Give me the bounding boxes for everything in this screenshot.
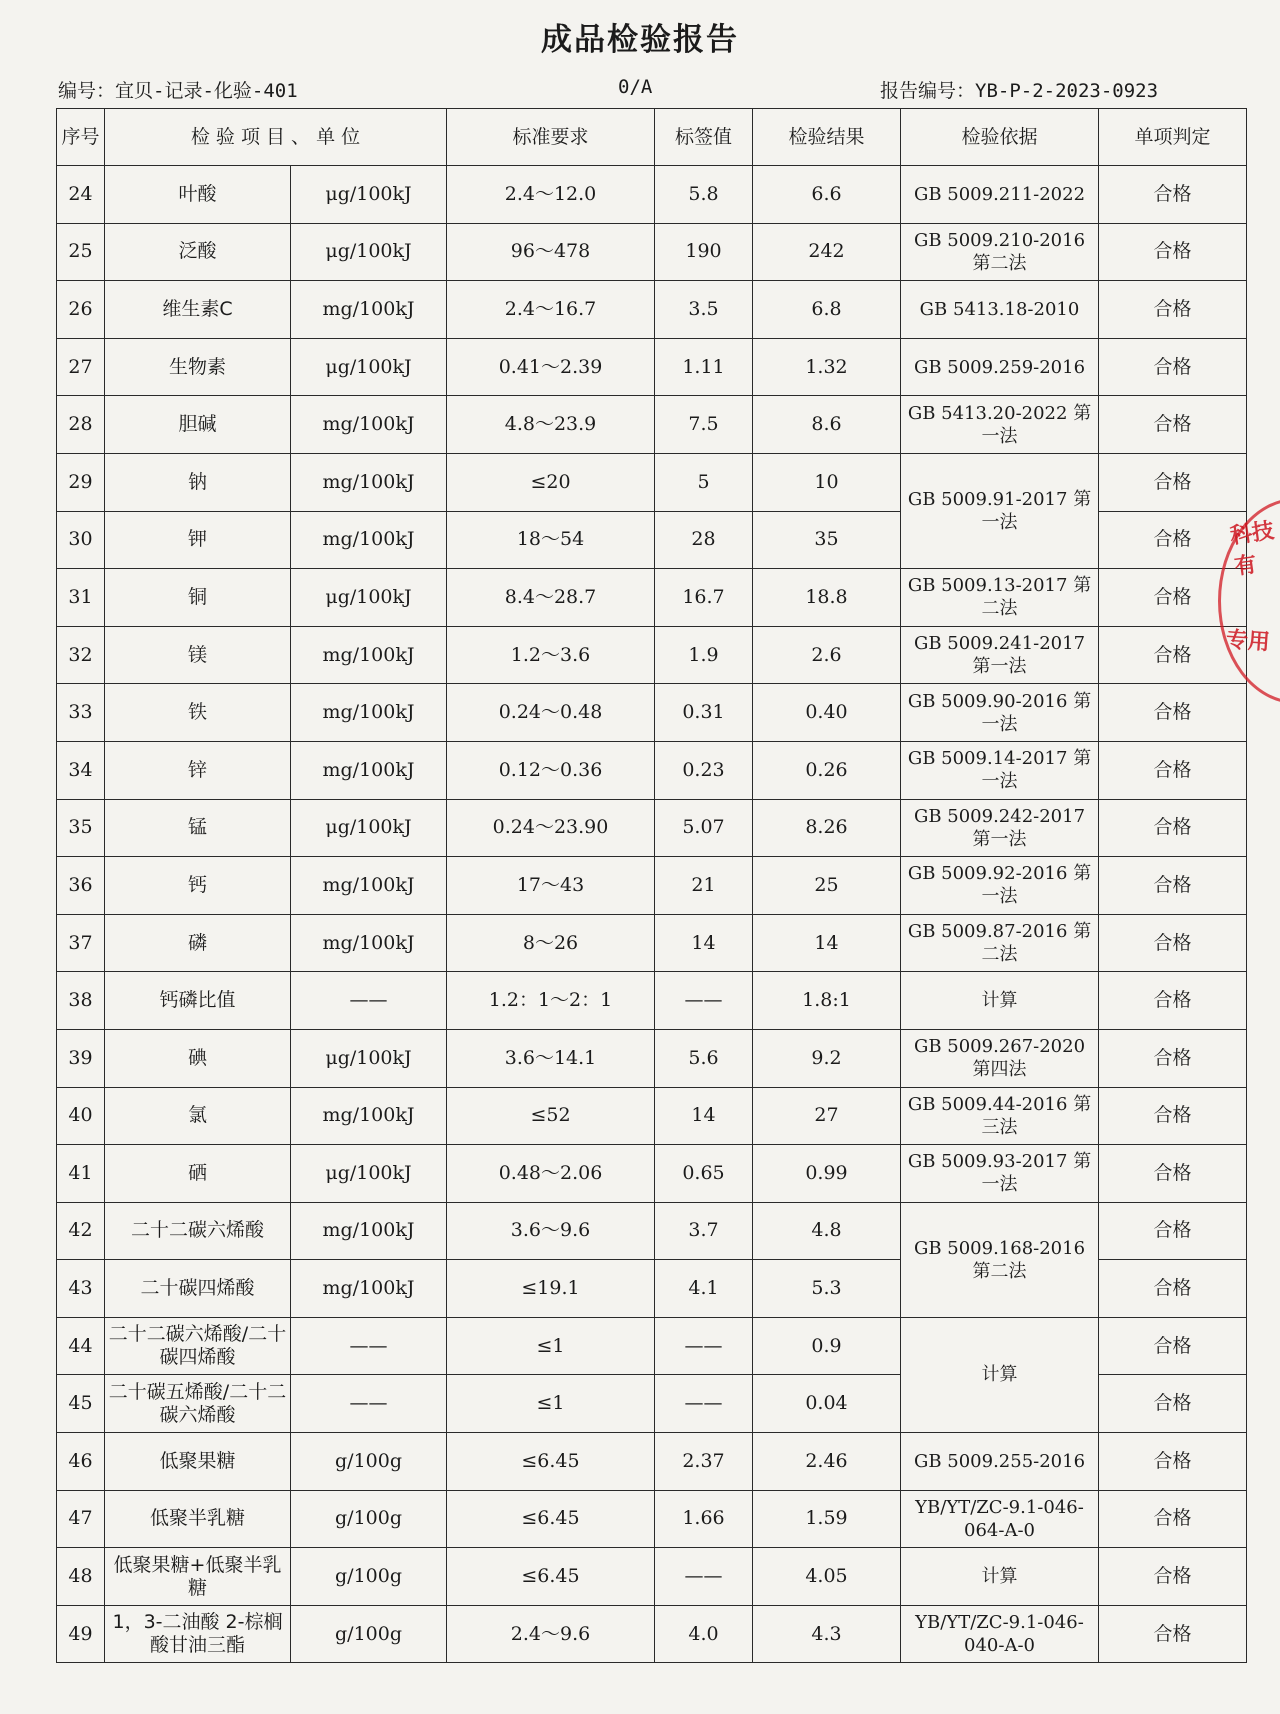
row-seq: 45 bbox=[57, 1375, 105, 1433]
row-unit: —— bbox=[291, 1317, 447, 1375]
row-result: 9.2 bbox=[753, 1029, 901, 1087]
row-label-value: 1.9 bbox=[655, 626, 753, 684]
row-seq: 34 bbox=[57, 741, 105, 799]
row-label-value: 7.5 bbox=[655, 396, 753, 454]
table-row bbox=[57, 453, 1247, 511]
row-judgement: 合格 bbox=[1099, 166, 1247, 224]
row-standard: 0.12～0.36 bbox=[447, 741, 655, 799]
row-item-name: 叶酸 bbox=[105, 166, 291, 224]
table-row bbox=[57, 1548, 1247, 1606]
row-basis: GB 5009.211-2022 bbox=[901, 166, 1099, 224]
row-item-name: 磷 bbox=[105, 914, 291, 972]
row-result: 6.6 bbox=[753, 166, 901, 224]
header-seq: 序号 bbox=[57, 109, 105, 166]
row-item-name: 钙 bbox=[105, 857, 291, 915]
row-standard: 1.2～3.6 bbox=[447, 626, 655, 684]
row-seq: 31 bbox=[57, 569, 105, 627]
row-result: 0.40 bbox=[753, 684, 901, 742]
row-item-name: 二十二碳六烯酸 bbox=[105, 1202, 291, 1260]
row-result: 27 bbox=[753, 1087, 901, 1145]
row-item-name: 镁 bbox=[105, 626, 291, 684]
row-basis: GB 5009.241-2017 第一法 bbox=[901, 626, 1099, 684]
row-label-value: —— bbox=[655, 1375, 753, 1433]
table-row bbox=[57, 338, 1247, 396]
table-row bbox=[57, 1490, 1247, 1548]
row-judgement: 合格 bbox=[1099, 1087, 1247, 1145]
row-label-value: 1.11 bbox=[655, 338, 753, 396]
row-label-value: 0.65 bbox=[655, 1145, 753, 1203]
row-result: 0.26 bbox=[753, 741, 901, 799]
row-unit: μg/100kJ bbox=[291, 338, 447, 396]
row-unit: μg/100kJ bbox=[291, 166, 447, 224]
row-basis: 计算 bbox=[901, 1317, 1099, 1432]
row-item-name: 钾 bbox=[105, 511, 291, 569]
row-judgement: 合格 bbox=[1099, 799, 1247, 857]
row-result: 8.6 bbox=[753, 396, 901, 454]
row-label-value: 0.23 bbox=[655, 741, 753, 799]
row-seq: 43 bbox=[57, 1260, 105, 1318]
row-item-name: 锌 bbox=[105, 741, 291, 799]
row-unit: μg/100kJ bbox=[291, 1029, 447, 1087]
row-label-value: 28 bbox=[655, 511, 753, 569]
row-unit: g/100g bbox=[291, 1490, 447, 1548]
row-item-name: 低聚果糖 bbox=[105, 1433, 291, 1491]
row-basis: GB 5009.91-2017 第一法 bbox=[901, 453, 1099, 568]
row-label-value: 4.0 bbox=[655, 1605, 753, 1663]
row-basis: YB/YT/ZC-9.1-046-040-A-0 bbox=[901, 1605, 1099, 1663]
row-judgement: 合格 bbox=[1099, 972, 1247, 1030]
row-label-value: —— bbox=[655, 1548, 753, 1606]
row-standard: 3.6～14.1 bbox=[447, 1029, 655, 1087]
inspection-table bbox=[56, 108, 1247, 1663]
report-title: 成品检验报告 bbox=[541, 22, 739, 58]
row-judgement: 合格 bbox=[1099, 1375, 1247, 1433]
row-unit: g/100g bbox=[291, 1433, 447, 1491]
row-result: 5.3 bbox=[753, 1260, 901, 1318]
row-unit: mg/100kJ bbox=[291, 396, 447, 454]
table-row bbox=[57, 1605, 1247, 1663]
row-basis: GB 5009.93-2017 第一法 bbox=[901, 1145, 1099, 1203]
row-unit: g/100g bbox=[291, 1605, 447, 1663]
row-result: 2.6 bbox=[753, 626, 901, 684]
table-row bbox=[57, 684, 1247, 742]
row-standard: 2.4～9.6 bbox=[447, 1605, 655, 1663]
table-row bbox=[57, 914, 1247, 972]
row-label-value: 14 bbox=[655, 914, 753, 972]
row-label-value: 5.6 bbox=[655, 1029, 753, 1087]
row-result: 4.05 bbox=[753, 1548, 901, 1606]
row-label-value: 5.07 bbox=[655, 799, 753, 857]
row-basis: GB 5009.90-2016 第一法 bbox=[901, 684, 1099, 742]
row-judgement: 合格 bbox=[1099, 1605, 1247, 1663]
row-standard: ≤6.45 bbox=[447, 1433, 655, 1491]
row-result: 18.8 bbox=[753, 569, 901, 627]
table-row bbox=[57, 569, 1247, 627]
row-item-name: 维生素C bbox=[105, 281, 291, 339]
row-unit: mg/100kJ bbox=[291, 741, 447, 799]
row-result: 0.9 bbox=[753, 1317, 901, 1375]
row-basis: GB 5009.259-2016 bbox=[901, 338, 1099, 396]
row-standard: ≤6.45 bbox=[447, 1548, 655, 1606]
document-version: 0/A bbox=[618, 76, 653, 98]
row-standard: ≤1 bbox=[447, 1375, 655, 1433]
row-item-name: 生物素 bbox=[105, 338, 291, 396]
row-standard: 8～26 bbox=[447, 914, 655, 972]
row-judgement: 合格 bbox=[1099, 281, 1247, 339]
table-row bbox=[57, 799, 1247, 857]
row-seq: 44 bbox=[57, 1317, 105, 1375]
row-judgement: 合格 bbox=[1099, 684, 1247, 742]
seal-text-top: 科技有 bbox=[1228, 518, 1276, 581]
row-standard: ≤19.1 bbox=[447, 1260, 655, 1318]
row-seq: 42 bbox=[57, 1202, 105, 1260]
table-row bbox=[57, 396, 1247, 454]
row-judgement: 合格 bbox=[1099, 626, 1247, 684]
row-label-value: 3.5 bbox=[655, 281, 753, 339]
row-basis: GB 5009.44-2016 第三法 bbox=[901, 1087, 1099, 1145]
table-row bbox=[57, 626, 1247, 684]
row-item-name: 铁 bbox=[105, 684, 291, 742]
row-item-name: 胆碱 bbox=[105, 396, 291, 454]
row-unit: —— bbox=[291, 1375, 447, 1433]
row-result: 2.46 bbox=[753, 1433, 901, 1491]
row-item-name: 碘 bbox=[105, 1029, 291, 1087]
row-result: 4.3 bbox=[753, 1605, 901, 1663]
row-judgement: 合格 bbox=[1099, 1548, 1247, 1606]
row-judgement: 合格 bbox=[1099, 453, 1247, 511]
row-judgement: 合格 bbox=[1099, 741, 1247, 799]
row-item-name: 二十二碳六烯酸/二十碳四烯酸 bbox=[105, 1317, 291, 1375]
row-unit: mg/100kJ bbox=[291, 914, 447, 972]
row-result: 4.8 bbox=[753, 1202, 901, 1260]
row-seq: 48 bbox=[57, 1548, 105, 1606]
row-unit: μg/100kJ bbox=[291, 569, 447, 627]
row-unit: mg/100kJ bbox=[291, 626, 447, 684]
header-judgement: 单项判定 bbox=[1099, 109, 1247, 166]
row-unit: mg/100kJ bbox=[291, 511, 447, 569]
row-seq: 40 bbox=[57, 1087, 105, 1145]
row-unit: mg/100kJ bbox=[291, 1260, 447, 1318]
row-judgement: 合格 bbox=[1099, 914, 1247, 972]
row-label-value: 21 bbox=[655, 857, 753, 915]
row-label-value: 4.1 bbox=[655, 1260, 753, 1318]
report-number: 报告编号：YB-P-2-2023-0923 bbox=[880, 80, 1159, 102]
row-result: 35 bbox=[753, 511, 901, 569]
row-unit: μg/100kJ bbox=[291, 223, 447, 281]
table-row bbox=[57, 1433, 1247, 1491]
row-unit: μg/100kJ bbox=[291, 1145, 447, 1203]
row-item-name: 钙磷比值 bbox=[105, 972, 291, 1030]
row-label-value: 0.31 bbox=[655, 684, 753, 742]
row-judgement: 合格 bbox=[1099, 1490, 1247, 1548]
row-standard: ≤52 bbox=[447, 1087, 655, 1145]
row-unit: mg/100kJ bbox=[291, 453, 447, 511]
row-basis: 计算 bbox=[901, 1548, 1099, 1606]
row-seq: 25 bbox=[57, 223, 105, 281]
row-standard: 0.24～23.90 bbox=[447, 799, 655, 857]
row-item-name: 泛酸 bbox=[105, 223, 291, 281]
row-result: 25 bbox=[753, 857, 901, 915]
row-result: 10 bbox=[753, 453, 901, 511]
row-label-value: 2.37 bbox=[655, 1433, 753, 1491]
row-seq: 26 bbox=[57, 281, 105, 339]
row-basis: GB 5413.20-2022 第一法 bbox=[901, 396, 1099, 454]
table-row bbox=[57, 1202, 1247, 1260]
row-label-value: —— bbox=[655, 1317, 753, 1375]
header-basis: 检验依据 bbox=[901, 109, 1099, 166]
row-item-name: 铜 bbox=[105, 569, 291, 627]
row-item-name: 硒 bbox=[105, 1145, 291, 1203]
row-result: 6.8 bbox=[753, 281, 901, 339]
row-seq: 32 bbox=[57, 626, 105, 684]
row-judgement: 合格 bbox=[1099, 396, 1247, 454]
header-result: 检验结果 bbox=[753, 109, 901, 166]
row-label-value: 5 bbox=[655, 453, 753, 511]
row-basis: GB 5009.168-2016 第二法 bbox=[901, 1202, 1099, 1317]
row-result: 242 bbox=[753, 223, 901, 281]
row-unit: mg/100kJ bbox=[291, 684, 447, 742]
row-unit: mg/100kJ bbox=[291, 857, 447, 915]
row-unit: mg/100kJ bbox=[291, 1202, 447, 1260]
row-seq: 37 bbox=[57, 914, 105, 972]
row-judgement: 合格 bbox=[1099, 1260, 1247, 1318]
row-item-name: 二十碳四烯酸 bbox=[105, 1260, 291, 1318]
row-item-name: 氯 bbox=[105, 1087, 291, 1145]
row-seq: 35 bbox=[57, 799, 105, 857]
table-row bbox=[57, 1145, 1247, 1203]
row-basis: 计算 bbox=[901, 972, 1099, 1030]
table-row bbox=[57, 223, 1247, 281]
row-seq: 49 bbox=[57, 1605, 105, 1663]
table-row bbox=[57, 1029, 1247, 1087]
row-standard: 0.48～2.06 bbox=[447, 1145, 655, 1203]
row-seq: 27 bbox=[57, 338, 105, 396]
row-judgement: 合格 bbox=[1099, 511, 1247, 569]
row-seq: 36 bbox=[57, 857, 105, 915]
row-standard: 1.2：1～2：1 bbox=[447, 972, 655, 1030]
table-row bbox=[57, 972, 1247, 1030]
row-judgement: 合格 bbox=[1099, 1433, 1247, 1491]
header-item-unit: 检 验 项 目 、 单 位 bbox=[105, 109, 447, 166]
row-basis: GB 5009.14-2017 第一法 bbox=[901, 741, 1099, 799]
table-row bbox=[57, 1087, 1247, 1145]
row-standard: ≤6.45 bbox=[447, 1490, 655, 1548]
table-row bbox=[57, 857, 1247, 915]
row-standard: 4.8～23.9 bbox=[447, 396, 655, 454]
row-unit: g/100g bbox=[291, 1548, 447, 1606]
row-result: 8.26 bbox=[753, 799, 901, 857]
row-unit: μg/100kJ bbox=[291, 799, 447, 857]
row-result: 1.59 bbox=[753, 1490, 901, 1548]
row-basis: GB 5009.242-2017 第一法 bbox=[901, 799, 1099, 857]
row-item-name: 钠 bbox=[105, 453, 291, 511]
row-seq: 30 bbox=[57, 511, 105, 569]
row-basis: GB 5009.255-2016 bbox=[901, 1433, 1099, 1491]
row-seq: 41 bbox=[57, 1145, 105, 1203]
row-unit: —— bbox=[291, 972, 447, 1030]
row-seq: 47 bbox=[57, 1490, 105, 1548]
row-label-value: 14 bbox=[655, 1087, 753, 1145]
table-row bbox=[57, 166, 1247, 224]
row-judgement: 合格 bbox=[1099, 1029, 1247, 1087]
table-row bbox=[57, 1317, 1247, 1375]
row-standard: 17～43 bbox=[447, 857, 655, 915]
row-item-name: 低聚果糖+低聚半乳糖 bbox=[105, 1548, 291, 1606]
table-row bbox=[57, 741, 1247, 799]
row-item-name: 1，3-二油酸 2-棕榈酸甘油三酯 bbox=[105, 1605, 291, 1663]
table-header-row bbox=[57, 109, 1247, 166]
table-body bbox=[57, 166, 1247, 1663]
row-item-name: 二十碳五烯酸/二十二碳六烯酸 bbox=[105, 1375, 291, 1433]
row-label-value: 1.66 bbox=[655, 1490, 753, 1548]
row-result: 0.04 bbox=[753, 1375, 901, 1433]
header-standard: 标准要求 bbox=[447, 109, 655, 166]
row-item-name: 低聚半乳糖 bbox=[105, 1490, 291, 1548]
row-judgement: 合格 bbox=[1099, 857, 1247, 915]
row-standard: 8.4～28.7 bbox=[447, 569, 655, 627]
row-basis: GB 5009.210-2016 第二法 bbox=[901, 223, 1099, 281]
row-judgement: 合格 bbox=[1099, 223, 1247, 281]
row-label-value: 190 bbox=[655, 223, 753, 281]
row-seq: 24 bbox=[57, 166, 105, 224]
row-label-value: 16.7 bbox=[655, 569, 753, 627]
row-result: 1.8:1 bbox=[753, 972, 901, 1030]
row-unit: mg/100kJ bbox=[291, 1087, 447, 1145]
row-judgement: 合格 bbox=[1099, 1145, 1247, 1203]
row-basis: YB/YT/ZC-9.1-046-064-A-0 bbox=[901, 1490, 1099, 1548]
row-standard: 96～478 bbox=[447, 223, 655, 281]
row-seq: 46 bbox=[57, 1433, 105, 1491]
row-standard: ≤1 bbox=[447, 1317, 655, 1375]
row-label-value: 3.7 bbox=[655, 1202, 753, 1260]
row-judgement: 合格 bbox=[1099, 1317, 1247, 1375]
row-standard: 2.4～12.0 bbox=[447, 166, 655, 224]
row-judgement: 合格 bbox=[1099, 338, 1247, 396]
row-seq: 38 bbox=[57, 972, 105, 1030]
row-result: 0.99 bbox=[753, 1145, 901, 1203]
header-label-value: 标签值 bbox=[655, 109, 753, 166]
row-standard: 18～54 bbox=[447, 511, 655, 569]
row-seq: 33 bbox=[57, 684, 105, 742]
row-standard: 0.41～2.39 bbox=[447, 338, 655, 396]
row-basis: GB 5009.13-2017 第二法 bbox=[901, 569, 1099, 627]
row-standard: 3.6～9.6 bbox=[447, 1202, 655, 1260]
document-number: 编号：宜贝-记录-化验-401 bbox=[58, 80, 298, 102]
table-row bbox=[57, 281, 1247, 339]
seal-text-bottom: 专用 bbox=[1225, 627, 1271, 656]
row-seq: 29 bbox=[57, 453, 105, 511]
row-item-name: 锰 bbox=[105, 799, 291, 857]
row-basis: GB 5009.267-2020 第四法 bbox=[901, 1029, 1099, 1087]
row-basis: GB 5009.87-2016 第二法 bbox=[901, 914, 1099, 972]
row-unit: mg/100kJ bbox=[291, 281, 447, 339]
row-standard: 0.24～0.48 bbox=[447, 684, 655, 742]
row-label-value: 5.8 bbox=[655, 166, 753, 224]
row-standard: 2.4～16.7 bbox=[447, 281, 655, 339]
row-judgement: 合格 bbox=[1099, 569, 1247, 627]
row-label-value: —— bbox=[655, 972, 753, 1030]
row-seq: 28 bbox=[57, 396, 105, 454]
row-basis: GB 5009.92-2016 第一法 bbox=[901, 857, 1099, 915]
row-judgement: 合格 bbox=[1099, 1202, 1247, 1260]
row-seq: 39 bbox=[57, 1029, 105, 1087]
row-standard: ≤20 bbox=[447, 453, 655, 511]
row-result: 14 bbox=[753, 914, 901, 972]
row-result: 1.32 bbox=[753, 338, 901, 396]
row-basis: GB 5413.18-2010 bbox=[901, 281, 1099, 339]
